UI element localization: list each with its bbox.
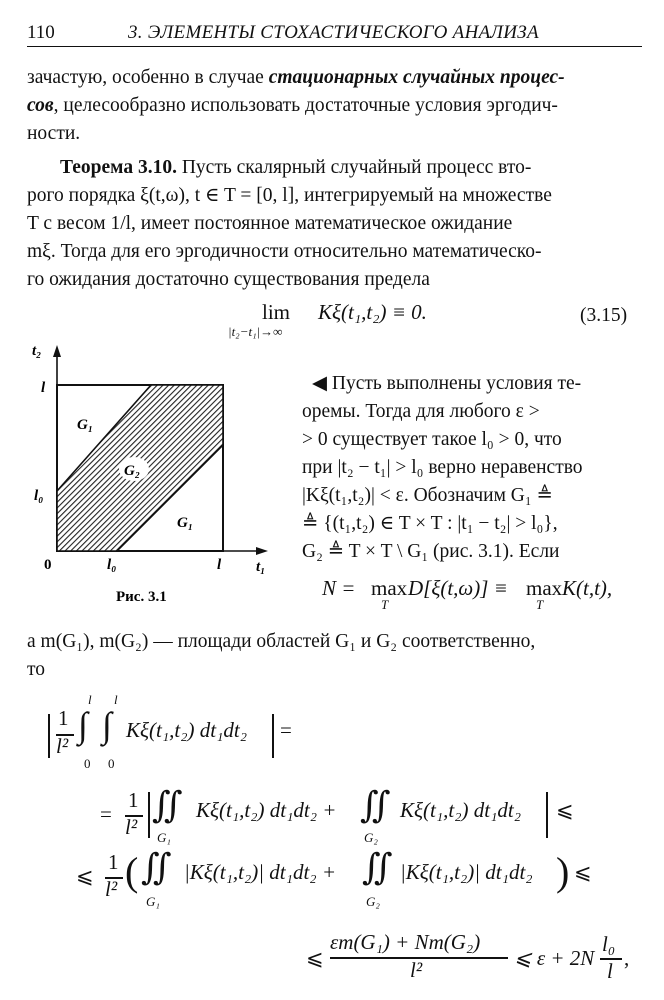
after-line-1: а m(G₁), m(G₂) — площади областей G₁ и G₂ соответственно,	[27, 631, 536, 652]
d2-equals: =	[100, 802, 112, 826]
double-integral-icon: ∬	[141, 847, 172, 887]
double-integral-icon: ∬	[152, 785, 183, 825]
running-head: 3. ЭЛЕМЕНТЫ СТОХАСТИЧЕСКОГО АНАЛИЗА	[128, 22, 539, 43]
d1-frac-num: 1	[58, 706, 69, 730]
d1-int1-upper: l	[88, 692, 92, 707]
eqn-mid: D[ξ(t,ω)] ≡	[408, 576, 508, 600]
right-paren-icon: )	[556, 849, 570, 894]
proof-line-1: ◀ Пусть выполнены условия те-	[312, 373, 582, 394]
eqn-max-sub-1: T	[381, 597, 389, 612]
proof-line-3: > 0 существует такое l₀ > 0, что	[302, 429, 562, 450]
d1-integrand: Kξ(t₁,t₂) dt₁dt₂	[126, 718, 248, 742]
intro-text: зачастую, особенно в случае	[27, 67, 269, 88]
theorem-label: Теорема 3.10.	[60, 157, 177, 178]
d3-frac-den: l²	[105, 877, 118, 901]
abs-bar-left-1	[48, 714, 50, 758]
d2-frac-den: l²	[125, 815, 138, 839]
d4-fden: l	[607, 959, 613, 983]
label-zero: 0	[44, 557, 52, 573]
eq315-lim: lim	[262, 300, 291, 324]
d2-sub-g2: G₂	[364, 830, 378, 845]
left-paren-icon: (	[125, 849, 139, 894]
eqn-max-1: max	[371, 576, 408, 600]
theorem-line-4: mξ. Тогда для его эргодичности относительно математическо-	[27, 241, 542, 262]
d2-sub-g1: G₁	[157, 830, 171, 845]
abs-bar-right-1	[272, 714, 274, 758]
intro-text-2: , целесообразно использовать достаточные условия эргодич-	[53, 95, 558, 116]
theorem-line-5: го ожидания достаточно существования предела	[27, 269, 430, 290]
header-rule	[27, 46, 642, 47]
proof-line-4: при |t₂ − t₁| > l₀ верно неравенство	[302, 457, 583, 478]
d4-leq: ⩽	[306, 946, 324, 970]
proof-line-6: ≜ {(t₁,t₂) ∈ T × T : |t₁ − t₂| > l₀},	[302, 513, 558, 534]
figure-caption: Рис. 3.1	[116, 589, 167, 605]
integral-sign-icon: ∫	[78, 705, 88, 745]
d3-sub-g2: G₂	[366, 894, 380, 909]
proof-line-7: G₂ ≜ T × T \ G₁ (рис. 3.1). Если	[302, 541, 560, 562]
d1-int2-lower: 0	[108, 756, 115, 771]
d4-den: l²	[410, 958, 423, 982]
eqn-max-sub-2: T	[536, 597, 544, 612]
integral-sign-icon: ∫	[102, 705, 112, 745]
intro-line-1	[27, 64, 565, 92]
eqn-lhs: N =	[322, 576, 356, 600]
intro-line-3: ности.	[27, 123, 81, 144]
label-l0-bottom: l₀	[107, 557, 117, 573]
t2-arrow-icon	[53, 345, 61, 357]
d3-leq-end: ⩽	[574, 860, 592, 884]
label-t1: t₁	[256, 559, 266, 575]
d3-sub-g1: G₁	[146, 894, 160, 909]
d3-term-2: |Kξ(t₁,t₂)| dt₁dt₂	[400, 860, 533, 884]
d1-int2-upper: l	[114, 692, 118, 707]
abs-bar-right-2	[546, 792, 548, 838]
label-g1-bottom: G₁	[177, 515, 194, 531]
d3-term-1: |Kξ(t₁,t₂)| dt₁dt₂ +	[184, 860, 336, 884]
eqn-max-2: max	[526, 576, 563, 600]
d4-mid: ⩽ ε + 2N	[514, 946, 595, 970]
label-l-bottom: l	[217, 557, 222, 573]
theorem-line-3: T с весом 1/l, имеет постоянное математическое ожидание	[27, 213, 513, 234]
eq315-lim-sub: |t₂−t₁|→∞	[228, 324, 283, 339]
intro-line-2	[27, 92, 558, 120]
after-line-2: то	[27, 659, 46, 680]
d4-comma: ,	[624, 946, 630, 970]
eq315-number: (3.15)	[580, 305, 628, 326]
d2-term-2: Kξ(t₁,t₂) dt₁dt₂	[400, 798, 522, 822]
theorem-line-2: рого порядка ξ(t,ω), t ∈ T = [0, l], интегрируемый на множестве	[27, 185, 552, 206]
figure-3-1	[20, 335, 280, 615]
d1-equals: =	[280, 718, 292, 742]
theorem-text-1: Пусть скалярный случайный процесс вто-	[176, 157, 532, 178]
double-integral-icon: ∬	[360, 785, 391, 825]
eq315-body: Kξ(t₁,t₂) ≡ 0.	[318, 300, 427, 324]
label-l0-left: l₀	[34, 488, 44, 504]
label-g2: G₂	[124, 463, 141, 479]
proof-line-5: |Kξ(t₁,t₂)| < ε. Обозначим G₁ ≜	[302, 485, 553, 506]
label-l-top: l	[41, 380, 46, 396]
d4-num: εm(G₁) + Nm(G₂)	[330, 930, 481, 954]
eqn-rhs: K(t,t),	[562, 576, 613, 600]
theorem-line-1	[60, 154, 531, 182]
d3-frac-num: 1	[108, 850, 119, 874]
abs-bar-left-2	[148, 792, 150, 838]
d1-frac-den: l²	[56, 734, 69, 758]
d2-term-1: Kξ(t₁,t₂) dt₁dt₂ +	[196, 798, 337, 822]
d4-fnum: l₀	[602, 932, 616, 956]
label-g1-top: G₁	[77, 417, 94, 433]
intro-emphasis-2: сов	[27, 95, 54, 116]
label-t2: t₂	[32, 343, 42, 359]
d3-leq: ⩽	[76, 864, 94, 888]
d2-frac-num: 1	[128, 788, 139, 812]
d1-int1-lower: 0	[84, 756, 91, 771]
t1-arrow-icon	[256, 547, 268, 555]
d2-leq: ⩽	[556, 798, 574, 822]
intro-emphasis: стационарных случайных процес-	[268, 67, 565, 88]
proof-line-2: оремы. Тогда для любого ε >	[302, 401, 540, 422]
double-integral-icon: ∬	[362, 847, 393, 887]
page-number: 110	[27, 22, 55, 43]
